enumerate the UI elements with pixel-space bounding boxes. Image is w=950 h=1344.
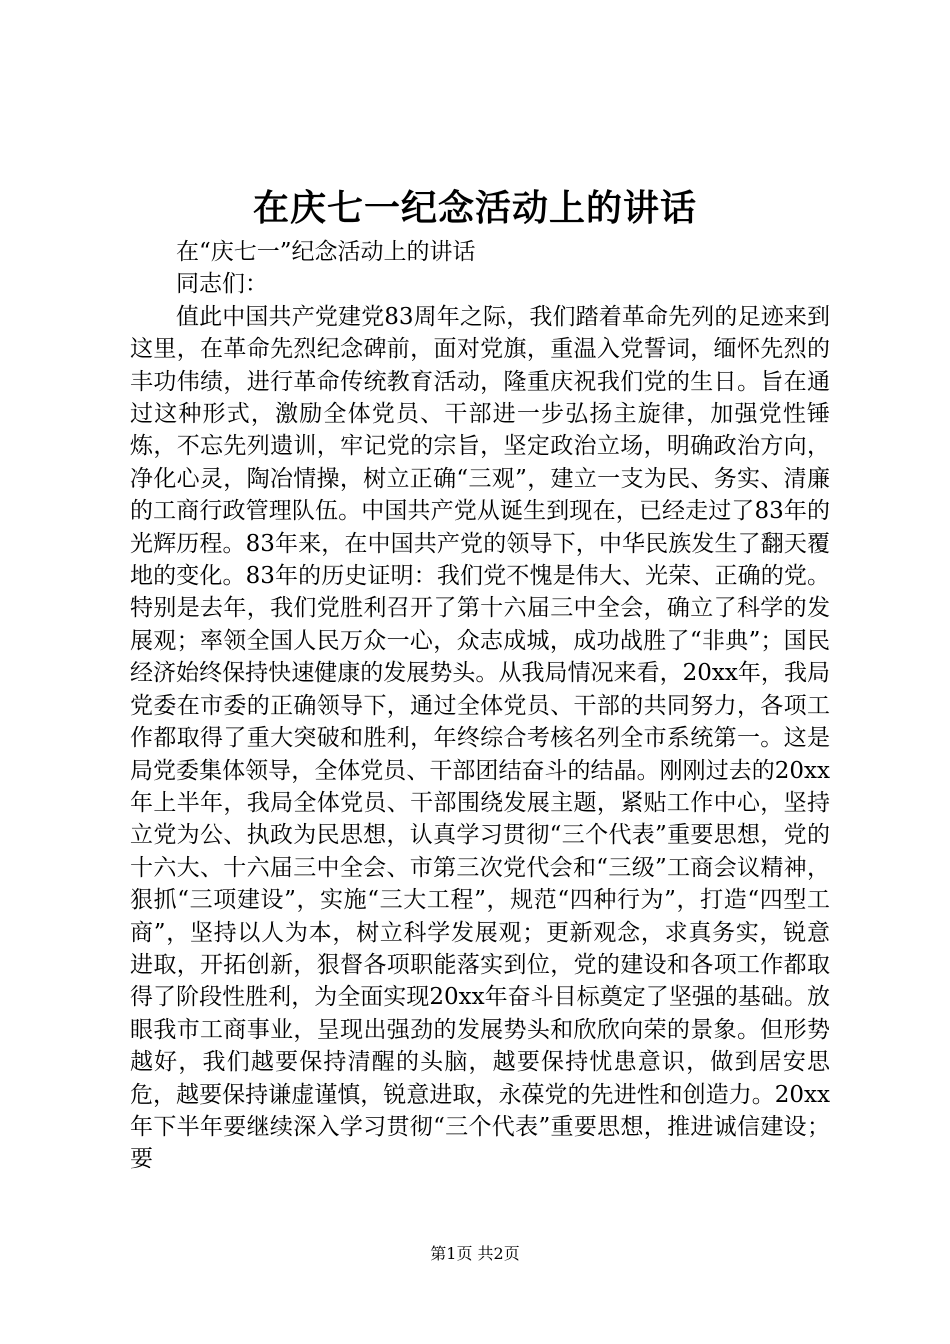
body-paragraph: 值此中国共产党建党83周年之际，我们踏着革命先列的足迹来到这里，在革命先烈纪念碑前，面对党旗，重温入党誓词，缅怀先烈的丰功伟绩，进行革命传统教育活动，隆重庆祝我们党的生日。旨在通过这种形式，激励全体党员、干部进一步弘扬主旋律，加强党性锤炼，不忘先列遗训，牢记党的宗旨，坚定政治立场，明确政治方向，净化心灵，陶冶情操，树立正确“三观”，建立一支为民、务实、清廉的工商行政管理队伍。中国共产党从诞生到现在，已经走过了83年的光辉历程。83年来，在中国共产党的领导下，中华民族发生了翻天覆地的变化。83年的历史证明：我们党不愧是伟大、光荣、正确的党。特别是去年，我们党胜利召开了第十六届三中全会，确立了科学的发展观；率领全国人民万众一心，众志成城，成功战胜了“非典”；国民经济始终保持快速健康的发展势头。从我局情况来看，20xx年，我局党委在市委的正确领导下，通过全体党员、干部的共同努力，各项工作都取得了重大突破和胜利，年终综合考核名列全市系统第一。这是局党委集体领导，全体党员、干部团结奋斗的结晶。刚刚过去的20xx年上半年，我局全体党员、干部围绕发展主题，紧贴工作中心，坚持立党为公、执政为民思想，认真学习贯彻“三个代表”重要思想，党的十六大、十六届三中全会、市第三次党代会和“三级”工商会议精神，狠抓“三项建设”，实施“三大工程”，规范“四种行为”，打造“四型工商”，坚持以人为本，树立科学发展观；更新观念，求真务实，锐意进取，开拓创新，狠督各项职能落实到位，党的建设和各项工作都取得了阶段性胜利，为全面实现20xx年奋斗目标奠定了坚强的基础。放眼我市工商事业，呈现出强劲的发展势头和欣欣向荣的景象。但形势越好，我们越要保持清醒的头脑，越要保持忧患意识，做到居安思危，越要保持谦虚谨慎，锐意进取，永葆党的先进性和创造力。20xx年下半年要继续深入学习贯彻“三个代表”重要思想，推进诚信建设；要 [130, 303, 830, 1173]
document-body [130, 236, 830, 1176]
page-footer: 第1页 共2页 [430, 1244, 520, 1263]
salutation-line: 同志们： [176, 271, 268, 298]
document-title: 在庆七一纪念活动上的讲话 [252, 187, 697, 229]
subtitle-line: 在“庆七一”纪念活动上的讲话 [176, 239, 476, 265]
